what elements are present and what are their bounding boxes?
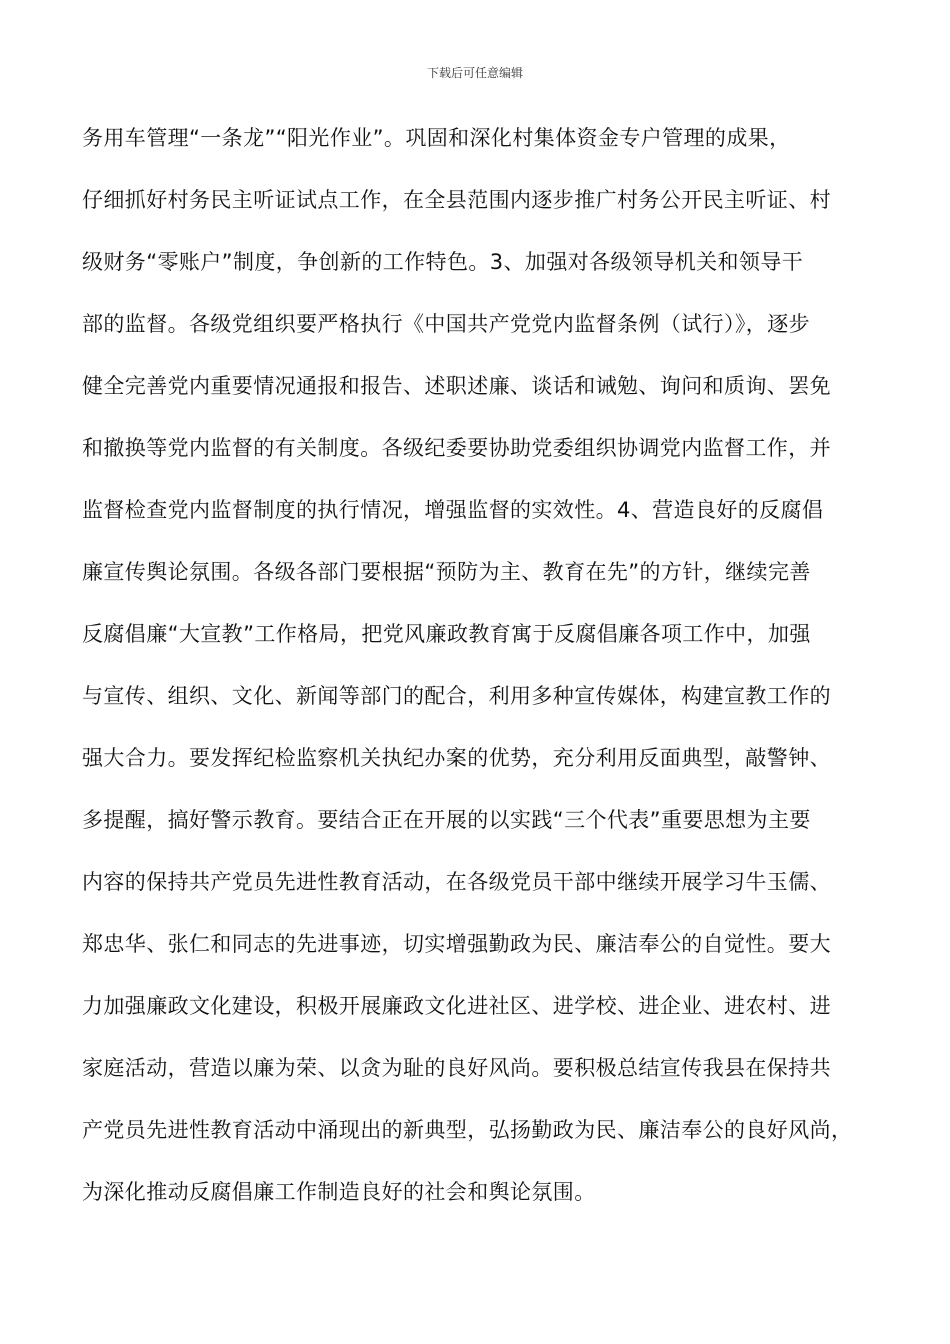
text-line: 仔细抓好村务民主听证试点工作，在全县范围内逐步推广村务公开民主听证、村 [82, 188, 831, 212]
text-line: 和撤换等党内监督的有关制度。各级纪委要协助党委组织协调党内监督工作，并 [82, 436, 831, 460]
text-line: 多提醒，搞好警示教育。要结合正在开展的以实践“三个代表”重要思想为主要 [82, 808, 811, 832]
text-line: 务用车管理“一条龙”“阳光作业”。巩固和深化村集体资金专户管理的成果， [82, 126, 791, 150]
text-line: 为深化推动反腐倡廉工作制造良好的社会和舆论氛围。 [82, 1180, 596, 1204]
text-line: 与宣传、组织、文化、新闻等部门的配合，利用多种宣传媒体，构建宣教工作的 [82, 684, 831, 708]
text-line: 级财务“零账户”制度，争创新的工作特色。3、加强对各级领导机关和领导干 [82, 250, 804, 274]
page-header-note: 下载后可任意编辑 [426, 66, 523, 80]
text-line: 力加强廉政文化建设，积极开展廉政文化进社区、进学校、进企业、进农村、进 [82, 994, 831, 1018]
text-line: 家庭活动，营造以廉为荣、以贪为耻的良好风尚。要积极总结宣传我县在保持共 [82, 1056, 831, 1080]
body-text [82, 118, 882, 1234]
text-line: 廉宣传舆论氛围。各级各部门要根据“预防为主、教育在先”的方针，继续完善 [82, 560, 811, 584]
text-line: 产党员先进性教育活动中涌现出的新典型，弘扬勤政为民、廉洁奉公的良好风尚， [82, 1118, 853, 1142]
text-line: 郑忠华、张仁和同志的先进事迹，切实增强勤政为民、廉洁奉公的自觉性。要大 [82, 932, 831, 956]
text-line: 强大合力。要发挥纪检监察机关执纪办案的优势，充分利用反面典型，敲警钟、 [82, 746, 831, 770]
text-line: 反腐倡廉“大宣教”工作格局，把党风廉政教育寓于反腐倡廉各项工作中，加强 [82, 622, 811, 646]
text-line: 内容的保持共产党员先进性教育活动，在各级党员干部中继续开展学习牛玉儒、 [82, 870, 831, 894]
text-line: 部的监督。各级党组织要严格执行《中国共产党党内监督条例（试行）》，逐步 [82, 312, 810, 336]
text-line: 监督检查党内监督制度的执行情况，增强监督的实效性。4、营造良好的反腐倡 [82, 498, 824, 522]
text-line: 健全完善党内重要情况通报和报告、述职述廉、谈话和诫勉、询问和质询、罢免 [82, 374, 831, 398]
